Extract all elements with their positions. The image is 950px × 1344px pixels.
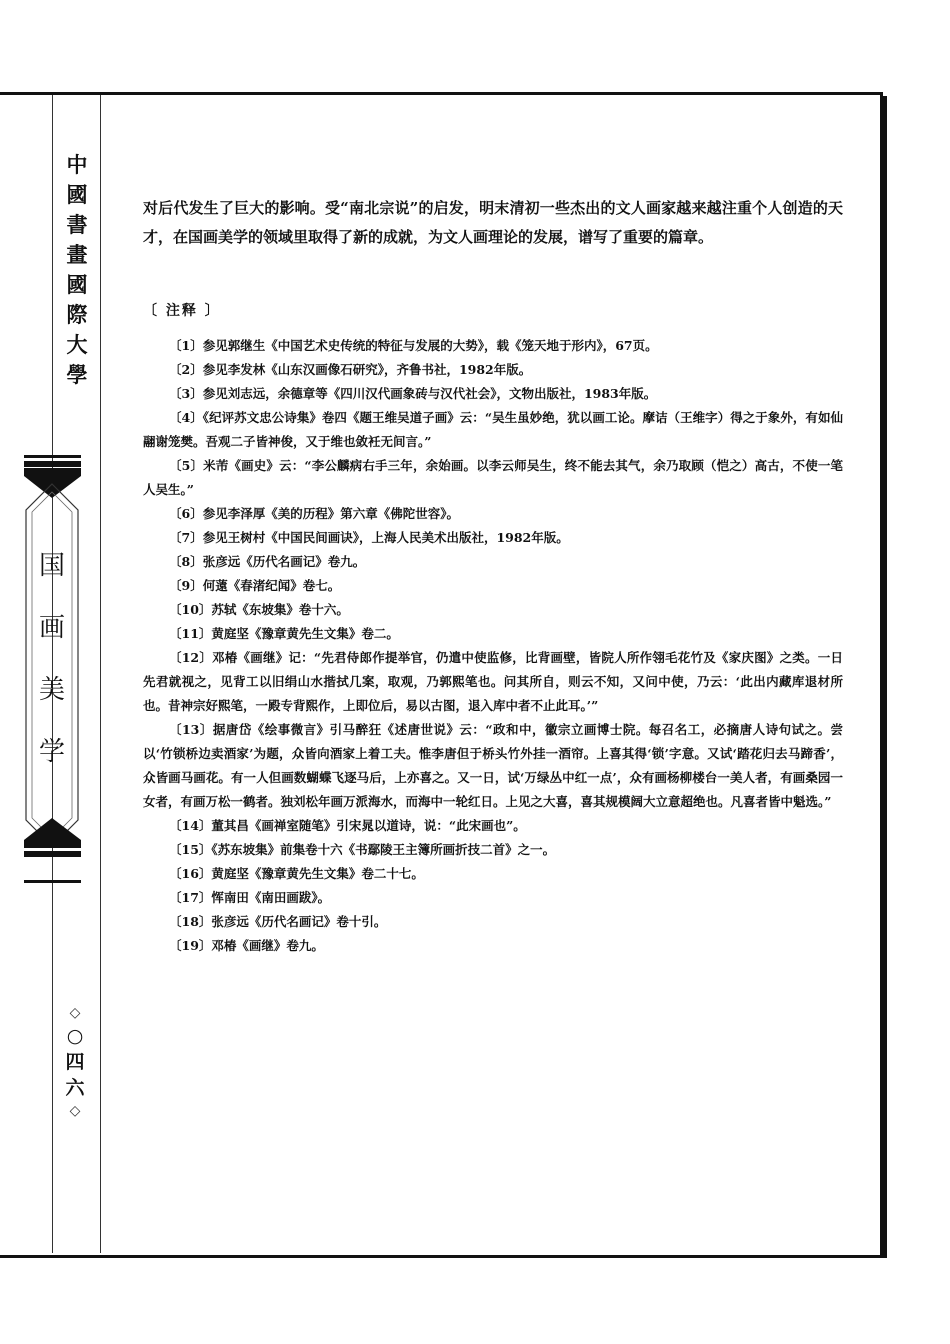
- page-number-char: 四: [65, 1051, 85, 1073]
- note-item: 〔17〕恽南田《南田画跋》。: [169, 890, 331, 905]
- series-title-char: 學: [66, 362, 88, 387]
- page-number-char: 六: [65, 1077, 85, 1099]
- note-item: 〔16〕黄庭坚《豫章黄先生文集》卷二十七。: [169, 866, 424, 881]
- note-item: 〔1〕参见郭继生《中国艺术史传统的特征与发展的大势》，载《笼天地于形内》，67页。: [169, 338, 658, 353]
- page-number: [59, 1003, 91, 1121]
- note-item: 〔12〕邓椿《画继》记：“先君侍郎作提举官，仍遣中使监修，比背画壁，皆院人所作翎毛花竹及《家庆图》之类。一日先君就视之，见背工以旧绢山水揩拭几案，取观，乃郭熙笔也。问其所自，则云不知，又问中使，乃云：‘此出内藏库退材所也。昔神宗好熙笔，一殿专背熙作，上即位后，易以古图，退入库中者不止此耳。’”: [143, 650, 843, 713]
- notes-heading: 〔 注释 〕: [143, 303, 221, 319]
- notes-list: [143, 334, 843, 958]
- diamond-ornament-icon: ◇: [69, 1005, 81, 1021]
- note-item: 〔7〕参见王树村《中国民间画诀》，上海人民美术出版社，1982年版。: [169, 530, 569, 545]
- diamond-ornament-icon: ◇: [69, 1103, 81, 1119]
- frame-shadow-right: [883, 96, 887, 1256]
- note-item: 〔14〕董其昌《画禅室随笔》引宋晁以道诗，说：“此宋画也”。: [169, 818, 526, 833]
- series-title-char: 中: [66, 152, 88, 177]
- plaque-bar-bottom-1: [24, 851, 81, 857]
- plaque-bar-top-1: [24, 455, 81, 458]
- note-item: 〔15〕《苏东坡集》前集卷十六《书鄢陵王主簿所画折技二首》之一。: [169, 842, 556, 857]
- series-title-char: 國: [66, 182, 88, 207]
- series-title-char: 大: [66, 332, 88, 357]
- book-title: [28, 535, 76, 783]
- note-item: 〔2〕参见李发林《山东汉画像石研究》，齐鲁书社，1982年版。: [169, 362, 532, 377]
- series-title-char: 書: [66, 212, 88, 237]
- book-title-char: 画: [38, 613, 65, 643]
- note-item: 〔8〕张彦远《历代名画记》卷九。: [169, 554, 366, 569]
- series-title: [58, 150, 96, 390]
- plaque-bar-bottom-2: [24, 880, 81, 883]
- note-item: 〔5〕米芾《画史》云：“李公麟病右手三年，余始画。以李云师吴生，终不能去其气，余乃取顾（恺之）高古，不使一笔人吴生。”: [143, 458, 843, 497]
- plaque-bar-top-2: [24, 461, 81, 467]
- note-item: 〔6〕参见李泽厚《美的历程》第六章《佛陀世容》。: [169, 506, 459, 521]
- note-item: 〔4〕《纪评苏文忠公诗集》卷四《题王维吴道子画》云：“吴生虽妙绝，犹以画工论。摩诘（王维字）得之于象外，有如仙翮谢笼樊。吾观二子皆神俊，又于维也敛衽无间言。”: [143, 410, 843, 449]
- body-paragraph: 对后代发生了巨大的影响。受“南北宗说”的启发，明末清初一些杰出的文人画家越来越注重个人创造的天才，在国画美学的领域里取得了新的成就，为文人画理论的发展，谱写了重要的篇章。: [143, 199, 843, 246]
- book-title-char: 国: [38, 551, 65, 581]
- note-item: 〔19〕邓椿《画继》卷九。: [169, 938, 324, 953]
- series-title-char: 際: [66, 302, 88, 327]
- book-title-char: 学: [38, 737, 65, 767]
- note-item: 〔10〕苏轼《东坡集》卷十六。: [169, 602, 349, 617]
- note-item: 〔9〕何薳《春渚纪闻》卷七。: [169, 578, 341, 593]
- series-title-char: 畫: [66, 242, 88, 267]
- note-item: 〔18〕张彦远《历代名画记》卷十引。: [169, 914, 387, 929]
- book-title-char: 美: [38, 675, 65, 705]
- note-item: 〔11〕黄庭坚《豫章黄先生文集》卷二。: [169, 626, 399, 641]
- main-content: [143, 194, 843, 958]
- page-number-char: ○: [66, 1025, 84, 1047]
- frame-shadow-bottom: [4, 1255, 887, 1258]
- sidebar-rule-right: [100, 95, 101, 1253]
- series-title-char: 國: [66, 272, 88, 297]
- note-item: 〔13〕据唐岱《绘事微言》引马醉狂《述唐世说》云：“政和中，徽宗立画博士院。每召名工，必摘唐人诗句试之。尝以‘竹锁桥边卖酒家’为题，众皆向酒家上着工夫。惟李唐但于桥头竹外挂一酒帘。上喜其得‘锁’字意。又试‘踏花归去马蹄香’，众皆画马画花。有一人但画数蝴蝶飞逐马后，上亦喜之。又一日，试‘万绿丛中红一点’，众有画杨柳楼台一美人者，有画桑园一女者，有画万松一鹤者。独刘松年画万派海水，而海中一轮红日。上见之大喜，喜其规模阔大立意超绝也。凡喜者皆中魁选。”: [143, 722, 843, 809]
- note-item: 〔3〕参见刘志远，余德章等《四川汉代画象砖与汉代社会》，文物出版社，1983年版。: [169, 386, 657, 401]
